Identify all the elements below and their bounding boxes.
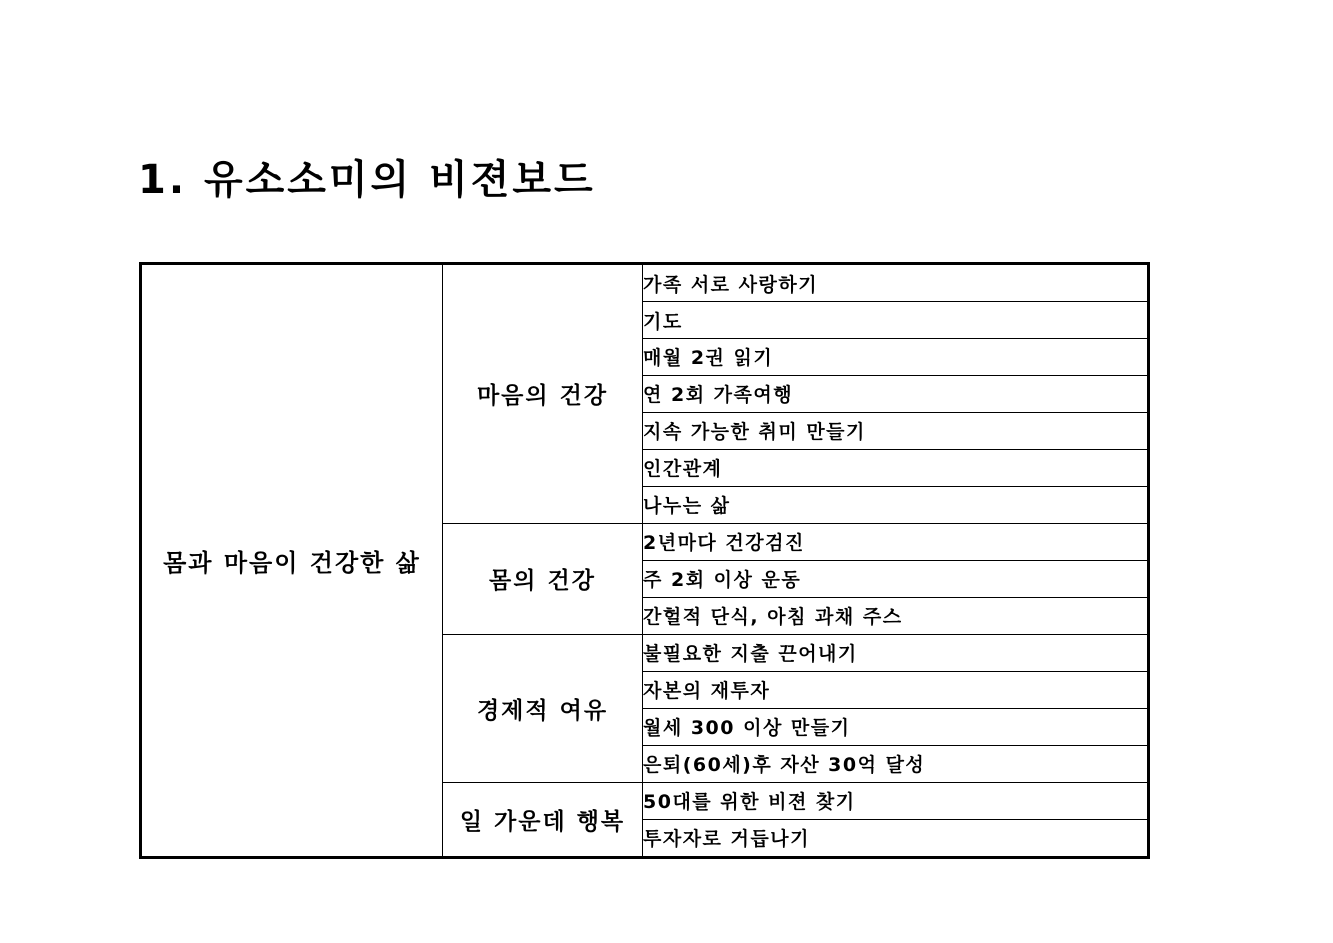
goal-item-cell: 나누는 삶	[643, 486, 1149, 523]
goal-item-cell: 매월 2권 읽기	[643, 339, 1149, 376]
vision-board-table	[139, 262, 1150, 859]
goal-item-cell: 투자자로 거듭나기	[643, 819, 1149, 857]
goal-item-cell: 불필요한 지출 끈어내기	[643, 634, 1149, 671]
goal-item-cell: 50대를 위한 비젼 찾기	[643, 782, 1149, 819]
goal-item-cell: 은퇴(60세)후 자산 30억 달성	[643, 745, 1149, 782]
category-cell-financial: 경제적 여유	[443, 634, 643, 782]
table-row	[141, 264, 1149, 302]
page-title: 1. 유소소미의 비젼보드	[138, 157, 596, 203]
category-cell-body-health: 몸의 건강	[443, 523, 643, 634]
main-goal-cell: 몸과 마음이 건강한 삶	[141, 264, 443, 858]
goal-item-cell: 가족 서로 사랑하기	[643, 264, 1149, 302]
goal-item-cell: 기도	[643, 302, 1149, 339]
goal-item-cell: 간헐적 단식, 아침 과채 주스	[643, 597, 1149, 634]
goal-item-cell: 월세 300 이상 만들기	[643, 708, 1149, 745]
category-cell-work-happiness: 일 가운데 행복	[443, 782, 643, 857]
goal-item-cell: 2년마다 건강검진	[643, 523, 1149, 560]
goal-item-cell: 인간관계	[643, 449, 1149, 486]
category-cell-mind-health: 마음의 건강	[443, 264, 643, 524]
goal-item-cell: 주 2회 이상 운동	[643, 560, 1149, 597]
goal-item-cell: 자본의 재투자	[643, 671, 1149, 708]
goal-item-cell: 연 2회 가족여행	[643, 375, 1149, 412]
goal-item-cell: 지속 가능한 취미 만들기	[643, 412, 1149, 449]
